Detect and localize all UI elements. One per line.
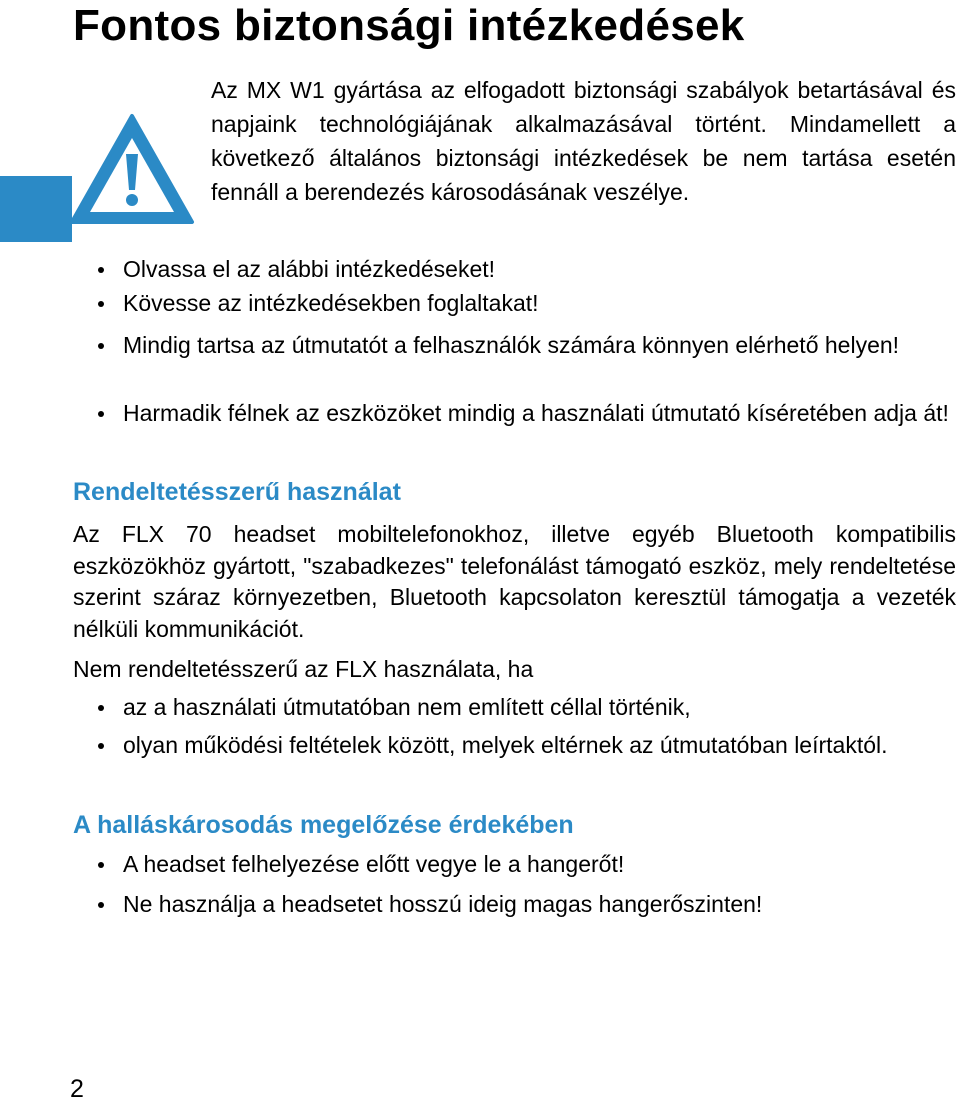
intended-use-paragraph: Az FLX 70 headset mobiltelefonokhoz, illetve egyéb Bluetooth kompatibilis eszközökhöz gyártott, "szabadkezes" telefonálást támogató eszköz, mely rendeltetése szerint száraz környezetben, Bluetooth kapcsolaton keresztül támogatja a vezeték nélküli kommunikációt. <box>73 521 956 642</box>
section-heading-intended-use: Rendeltetésszerű használat <box>73 478 401 506</box>
page-number: 2 <box>70 1075 84 1103</box>
warning-triangle-icon <box>68 112 196 228</box>
list-item: Ne használja a headsetet hosszú ideig magas hangerőszinten! <box>123 889 956 919</box>
list-item: Harmadik félnek az eszközöket mindig a használati útmutató kíséretében adja át! <box>123 398 956 428</box>
misuse-intro: Nem rendeltetésszerű az FLX használata, ha <box>73 656 534 682</box>
list-item: az a használati útmutatóban nem említett céllal történik, <box>123 692 956 722</box>
list-item: Kövesse az intézkedésekben foglaltakat! <box>123 288 956 318</box>
list-item: Mindig tartsa az útmutatót a felhasználók számára könnyen elérhető helyen! <box>123 330 956 360</box>
page-title: Fontos biztonsági intézkedések <box>73 1 745 50</box>
blue-margin-tab <box>0 176 72 242</box>
list-item: olyan működési feltételek között, melyek eltérnek az útmutatóban leírtaktól. <box>123 730 956 760</box>
section-heading-hearing: A halláskárosodás megelőzése érdekében <box>73 811 574 839</box>
list-item: A headset felhelyezése előtt vegye le a hangerőt! <box>123 849 956 879</box>
list-item: Olvassa el az alábbi intézkedéseket! <box>123 254 956 284</box>
intro-paragraph: Az MX W1 gyártása az elfogadott biztonsági szabályok betartásával és napjaink technológiájának alkalmazásával történt. Mindamellett a következő általános biztonsági intézkedések be nem tartása esetén fennáll a berendezés károsodásának veszélye. <box>211 77 956 205</box>
